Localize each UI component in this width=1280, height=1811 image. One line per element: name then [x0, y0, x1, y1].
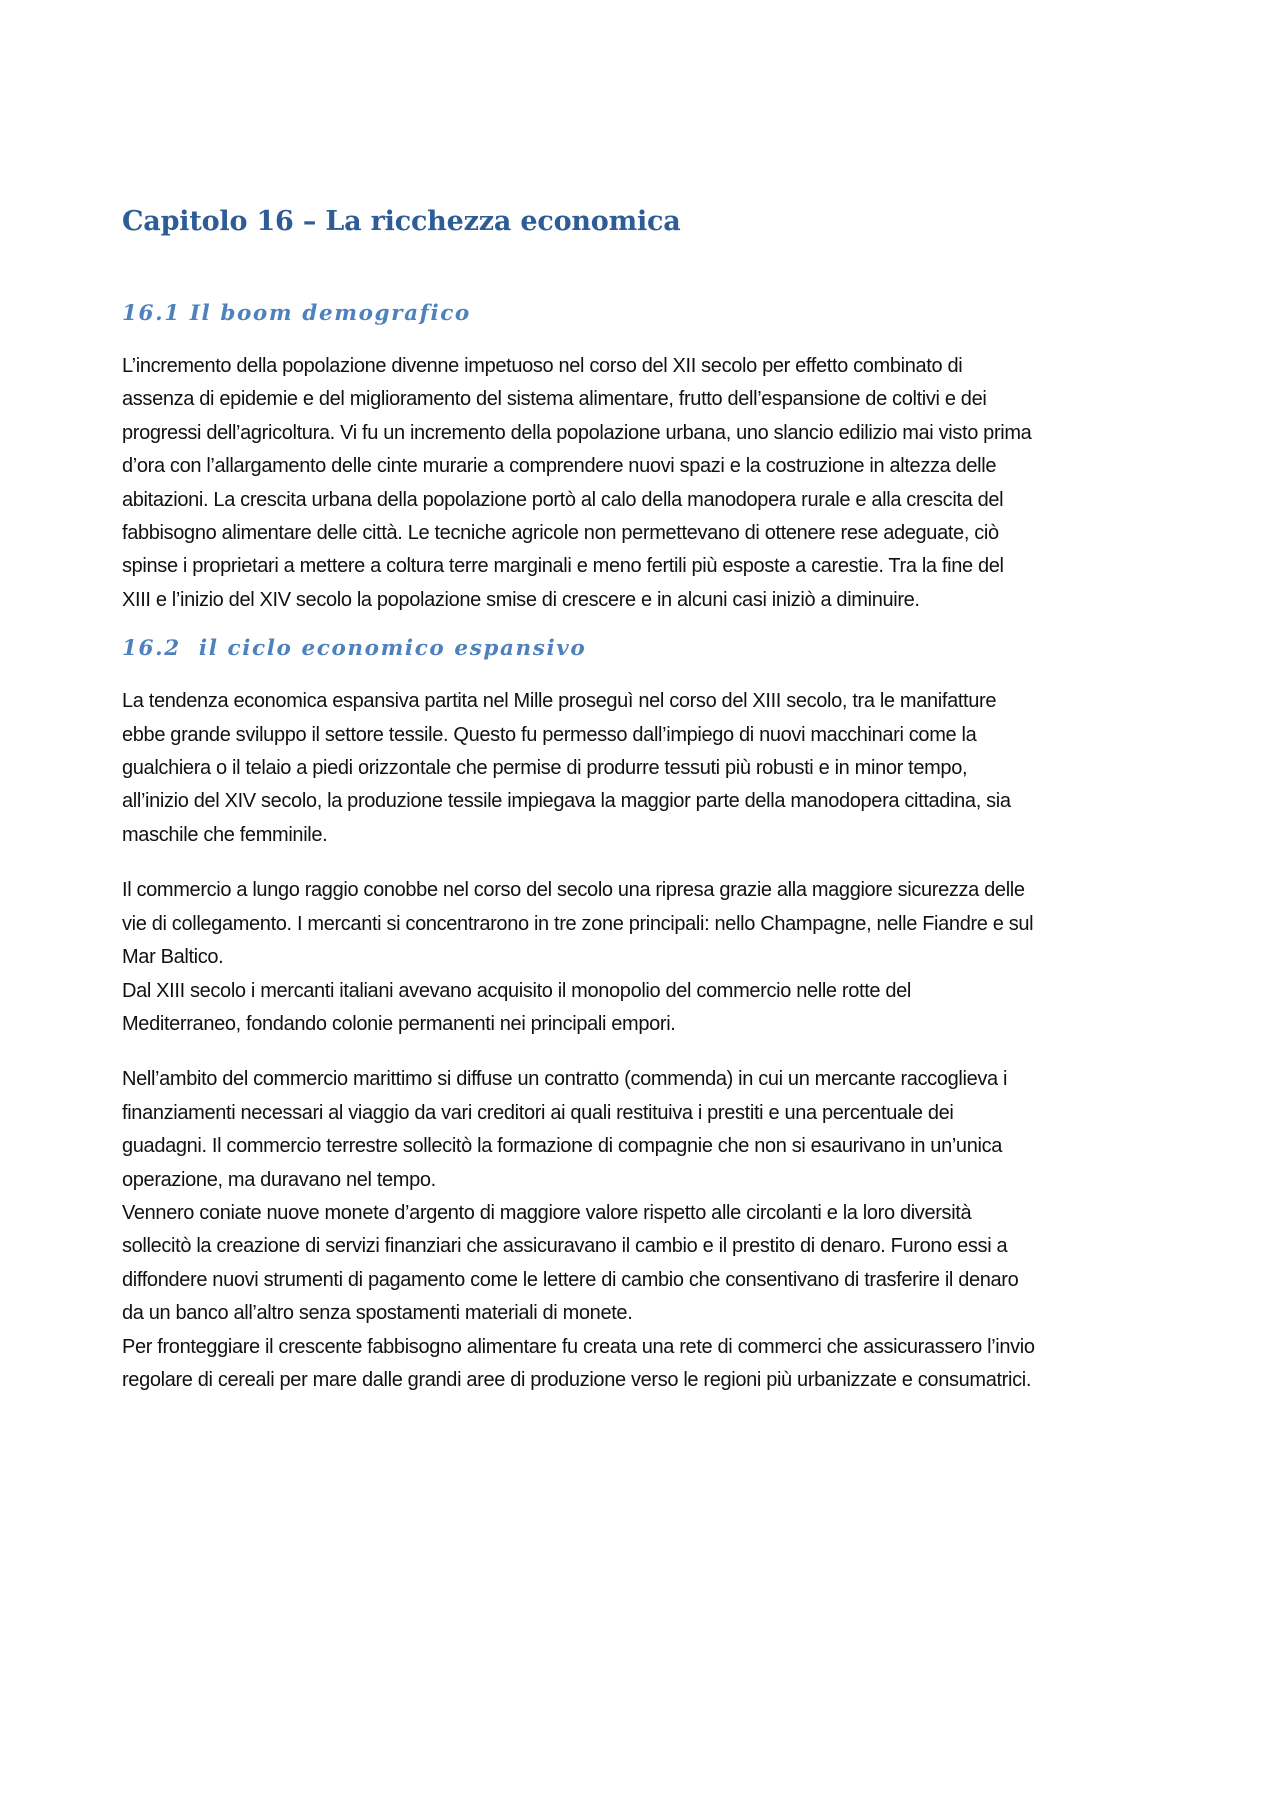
text-line: XIII e l’inizio del XIV secolo la popolazione smise di crescere e in alcuni casi iniziò a diminuire.	[122, 588, 920, 611]
text-line: fabbisogno alimentare delle città. Le tecniche agricole non permettevano di ottenere rese adeguate, ciò	[122, 522, 999, 545]
text-line: abitazioni. La crescita urbana della popolazione portò al calo della manodopera rurale e alla crescita del	[122, 488, 1004, 511]
paragraph-commercio-marittimo	[122, 1063, 1180, 1397]
text-line: operazione, ma duravano nel tempo.	[122, 1168, 436, 1191]
text-line: Dal XIII secolo i mercanti italiani avevano acquisito il monopolio del commercio nelle rotte del	[122, 979, 912, 1002]
text-line: L’incremento della popolazione divenne impetuoso nel corso del XII secolo per effetto combinato di	[122, 355, 963, 377]
chapter-title: Capitolo 16 – La ricchezza economica	[122, 206, 681, 237]
document-body	[122, 202, 1180, 1397]
paragraph-boom-demografico	[122, 350, 1180, 617]
text-line: regolare di cereali per mare dalle grandi aree di produzione verso le regioni più urbanizzate e consumatrici.	[122, 1368, 1032, 1391]
text-line: Vennero coniate nuove monete d’argento di maggiore valore rispetto alle circolanti e la loro diversità	[122, 1201, 972, 1224]
text-line: vie di collegamento. I mercanti si concentrarono in tre zone principali: nello Champagne, nelle Fiandre e sul	[122, 912, 1034, 935]
text-line: Mediterraneo, fondando colonie permanenti nei principali empori.	[122, 1012, 676, 1035]
section-heading-16-1: 16.1 Il boom demografico	[122, 301, 471, 326]
text-line: diffondere nuovi strumenti di pagamento come le lettere di cambio che consentivano di trasferire il denaro	[122, 1268, 1019, 1291]
section-heading-16-2: 16.2 il ciclo economico espansivo	[122, 636, 587, 662]
text-line: spinse i proprietari a mettere a coltura terre marginali e meno fertili più esposte a carestie. Tra la fine del	[122, 555, 1004, 578]
text-line: Il commercio a lungo raggio conobbe nel corso del secolo una ripresa grazie alla maggiore sicurezza delle	[122, 879, 1025, 902]
text-line: Nell’ambito del commercio marittimo si diffuse un contratto (commenda) in cui un mercante raccoglieva i	[122, 1068, 1008, 1091]
text-line: progressi dell’agricoltura. Vi fu un incremento della popolazione urbana, uno slancio edilizio mai visto prima	[122, 421, 1032, 444]
text-line: finanziamenti necessari al viaggio da vari creditori ai quali restituiva i prestiti e una percentuale dei	[122, 1101, 954, 1124]
text-line: sollecitò la creazione di servizi finanziari che assicuravano il cambio e il prestito di denaro. Furono essi a	[122, 1235, 1008, 1258]
text-line: guadagni. Il commercio terrestre sollecitò la formazione di compagnie che non si esaurivano in un’unica	[122, 1135, 1002, 1158]
text-line: assenza di epidemie e del miglioramento del sistema alimentare, frutto dell’espansione de coltivi e dei	[122, 388, 987, 411]
text-line: gualchiera o il telaio a piedi orizzontale che permise di produrre tessuti più robusti e in minor tempo,	[122, 757, 968, 780]
text-line: d’ora con l’allargamento delle cinte murarie a comprendere nuovi spazi e la costruzione in altezza delle	[122, 455, 997, 478]
paragraph-settore-tessile	[122, 685, 1180, 852]
text-line: ebbe grande sviluppo il settore tessile. Questo fu permesso dall’impiego di nuovi macchinari come la	[122, 723, 977, 746]
text-line: Mar Baltico.	[122, 946, 224, 969]
text-line: Per fronteggiare il crescente fabbisogno alimentare fu creata una rete di commerci che assicurassero l’invio	[122, 1335, 1035, 1358]
text-line: da un banco all’altro senza spostamenti materiali di monete.	[122, 1302, 633, 1325]
text-line: all’inizio del XIV secolo, la produzione tessile impiegava la maggior parte della manodopera cittadina, sia	[122, 790, 1011, 813]
text-line: maschile che femminile.	[122, 823, 328, 846]
text-line: La tendenza economica espansiva partita nel Mille proseguì nel corso del XIII secolo, tra le manifatture	[122, 690, 997, 713]
paragraph-commercio-lungo-raggio	[122, 874, 1180, 1041]
